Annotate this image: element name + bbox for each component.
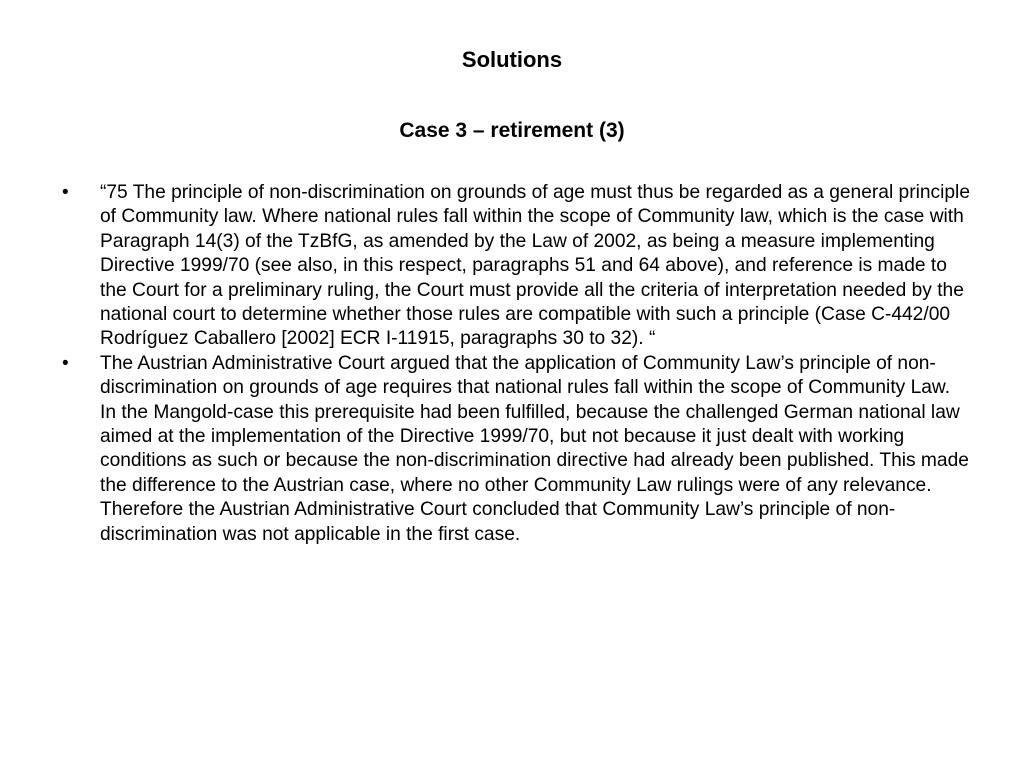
bullet-text-quote: “75 The principle of non-discrimination on grounds of age must thus be regarded as a general principle of Community law. Where national rules fall within the scope of Community law, which is the case with Paragraph 14(3) of the TzBfG, as amended by the Law of 2002, as being a measure implementing Directive 1999/70 (see also, in this respect, paragraphs 51 and 64 above), and reference is made to the Court for a preliminary ruling, the Court must provide all the criteria of interpretation needed by the national court to determine whether those rules are compatible with such a principle (Case C-442/00 Rodríguez Caballero [2002] ECR I-11915, paragraphs 30 to 32). “ [100,182,970,350]
bullet-item-quote [62,181,970,352]
slide-title: Solutions [461,47,563,72]
bullet-list [62,181,970,547]
bullet-item-austrian-court [62,352,970,547]
bullet-icon: • [62,182,69,203]
bullet-text-austrian-court: The Austrian Administrative Court argued that the application of Community Law’s principle of non-discrimination on grounds of age requires that national rules fall within the scope of Community Law. In the Mangold-case this prerequisite had been fulfilled, because the challenged German national law aimed at the implementation of the Directive 1999/70, but not because it just dealt with working conditions as such or because the non-discrimination directive had already been published. This made the difference to the Austrian case, where no other Community Law rulings were of any relevance. Therefore the Austrian Administrative Court concluded that Community Law’s principle of non-discrimination was not applicable in the first case. [100,352,969,545]
slide-subtitle: Case 3 – retirement (3) [399,119,625,142]
bullet-icon: • [62,352,69,374]
